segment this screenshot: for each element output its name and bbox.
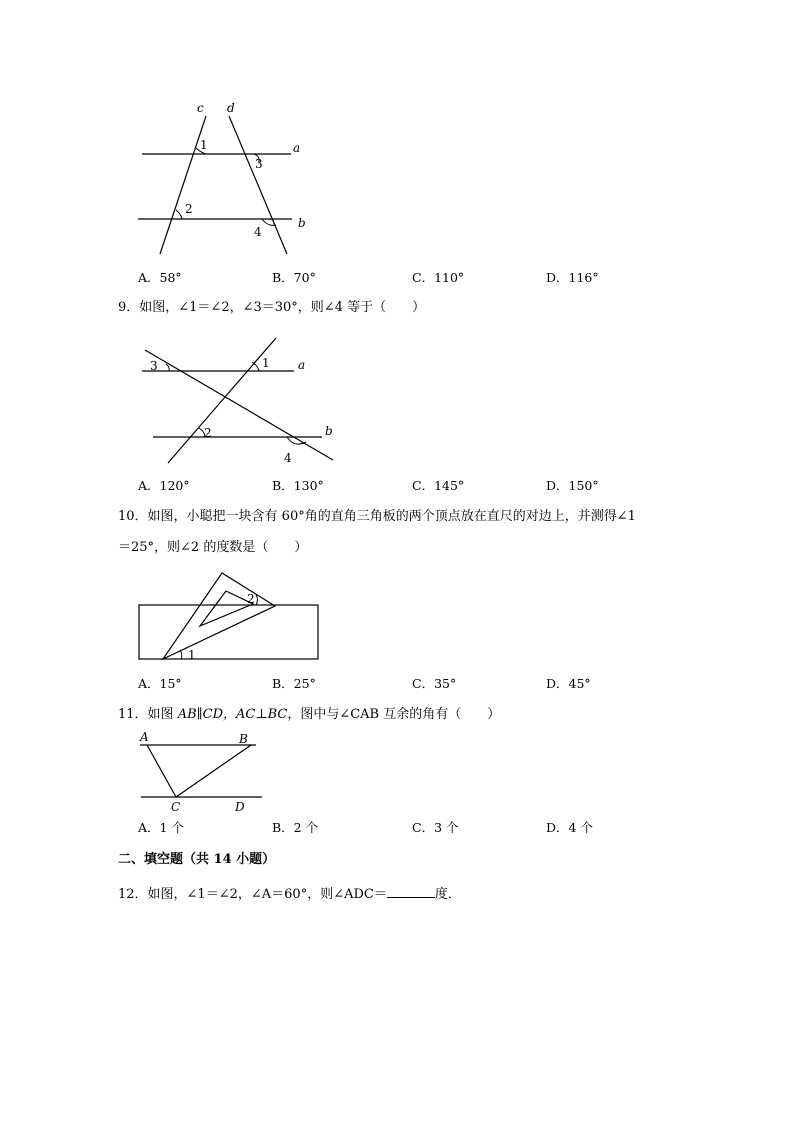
- q9-label-b: b: [325, 424, 333, 438]
- q8-label-2: 2: [185, 202, 193, 216]
- q9-label-1: 1: [262, 356, 270, 370]
- q10-option-d[interactable]: D．45°: [546, 676, 591, 691]
- q11-label-a: A: [140, 730, 149, 744]
- q8-option-d[interactable]: D．116°: [546, 270, 599, 285]
- q8-label-a: a: [293, 141, 301, 155]
- q11-label-c: C: [171, 800, 181, 814]
- q11-stem-prefix: 11．如图: [118, 707, 178, 722]
- q10-label-2: 2: [247, 592, 255, 606]
- q8-label-1: 1: [200, 138, 208, 152]
- q10-stem-line1: 10．如图，小聪把一块含有 60°角的直角三角板的两个顶点放在直尺的对边上，并测得∠1: [118, 509, 636, 524]
- q9-option-a[interactable]: A．120°: [138, 478, 190, 493]
- q10-option-a[interactable]: A．15°: [138, 676, 182, 691]
- q9-option-b[interactable]: B．130°: [272, 478, 324, 493]
- q11-stem-math: AB∥CD，AC⊥BC: [177, 707, 288, 722]
- q8-label-c: c: [197, 101, 204, 115]
- q11-label-d: D: [235, 800, 245, 814]
- q11-segment-ac: [147, 745, 176, 797]
- q11-option-d[interactable]: D．4 个: [546, 820, 593, 835]
- q8-label-3: 3: [255, 157, 263, 171]
- q8-label-4: 4: [254, 225, 262, 239]
- q10-option-c[interactable]: C．35°: [412, 676, 457, 691]
- q9-option-d[interactable]: D．150°: [546, 478, 599, 493]
- q8-label-d: d: [227, 101, 235, 115]
- q8-option-a[interactable]: A．58°: [138, 270, 182, 285]
- q9-label-3: 3: [150, 359, 158, 373]
- q11-option-a[interactable]: A．1 个: [138, 820, 184, 835]
- q8-label-b: b: [298, 216, 306, 230]
- q9-option-c[interactable]: C．145°: [412, 478, 465, 493]
- q9-label-a: a: [298, 358, 306, 372]
- q12-stem: [118, 885, 461, 903]
- q12-stem-suffix: 度．: [434, 887, 461, 902]
- q9-label-2: 2: [204, 426, 212, 440]
- q11-label-b: B: [239, 732, 248, 746]
- q12-answer-blank[interactable]: [387, 885, 435, 898]
- q10-stem-line2: ＝25°，则∠2 的度数是（ ）: [118, 540, 308, 555]
- q8-option-c[interactable]: C．110°: [412, 270, 465, 285]
- q11-stem-suffix: ，图中与∠CAB 互余的角有（ ）: [287, 707, 501, 722]
- q11-option-c[interactable]: C．3 个: [412, 820, 459, 835]
- q10-option-b[interactable]: B．25°: [272, 676, 316, 691]
- q11-option-b[interactable]: B．2 个: [272, 820, 319, 835]
- q9-label-4: 4: [284, 451, 292, 465]
- q8-option-b[interactable]: B．70°: [272, 270, 316, 285]
- section-2-title: 二、填空题（共 14 小题）: [118, 852, 276, 867]
- q10-label-1: 1: [188, 648, 196, 662]
- q11-segment-bc: [176, 745, 251, 797]
- q9-stem: 9．如图，∠1＝∠2，∠3＝30°，则∠4 等于（ ）: [118, 300, 426, 315]
- q12-stem-prefix: 12．如图，∠1＝∠2，∠A＝60°，则∠ADC＝: [118, 887, 387, 902]
